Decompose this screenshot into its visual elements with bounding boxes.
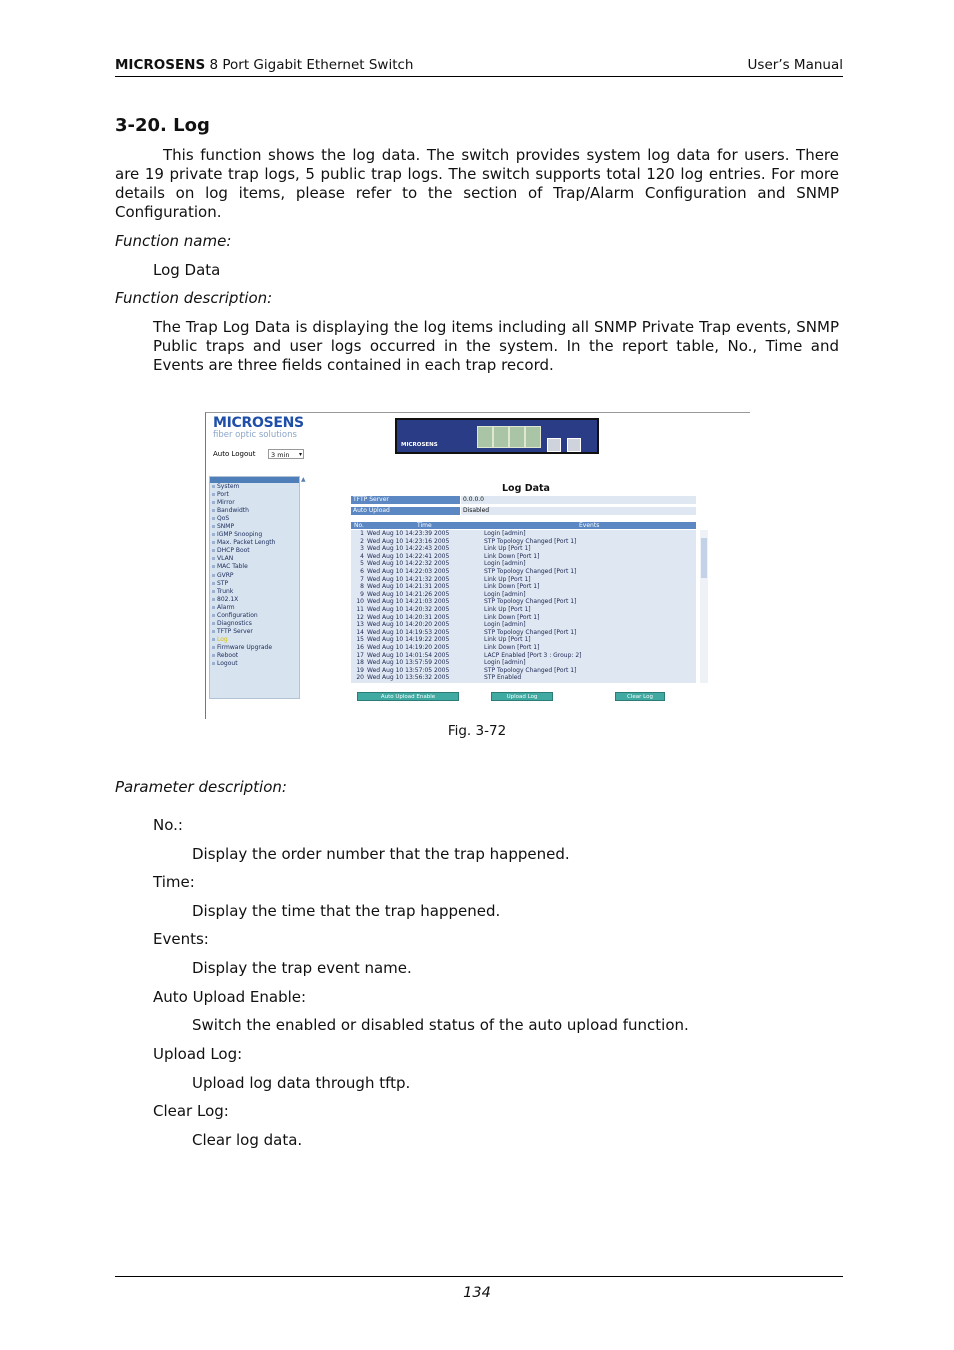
table-row	[351, 636, 696, 644]
header-brand: MICROSENS	[115, 57, 206, 73]
log-event: Link Down [Port 1]	[484, 583, 540, 591]
tftp-server-label: TFTP Server	[351, 496, 460, 504]
header-manual-label: User’s Manual	[747, 57, 843, 73]
log-no: 2	[360, 537, 364, 545]
sidebar-item-mac-table[interactable]: MAC Table	[210, 563, 299, 571]
figure-caption: Fig. 3-72	[447, 723, 507, 739]
log-event: Login [admin]	[484, 590, 526, 598]
sidebar-item-dhcp-boot[interactable]: DHCP Boot	[210, 547, 299, 555]
table-row	[351, 598, 696, 606]
fiber-port-icon	[547, 438, 561, 452]
sidebar-item-tftp-server[interactable]: TFTP Server	[210, 628, 299, 636]
log-no: 8	[360, 583, 364, 591]
table-row	[351, 545, 696, 553]
port-icon	[509, 426, 525, 448]
param-desc-clear-log: Clear log data.	[192, 1131, 303, 1149]
table-row	[351, 667, 696, 675]
table-row	[351, 606, 696, 614]
sidebar-item-snmp[interactable]: SNMP	[210, 523, 299, 531]
log-event: Login [admin]	[484, 560, 526, 568]
sidebar-item-mirror[interactable]: Mirror	[210, 499, 299, 507]
sidebar-item-reboot[interactable]: Reboot	[210, 652, 299, 660]
log-no: 5	[360, 560, 364, 568]
log-no: 18	[356, 659, 364, 667]
sidebar-item-igmp-snooping[interactable]: IGMP Snooping	[210, 531, 299, 539]
header-product: 8 Port Gigabit Ethernet Switch	[205, 57, 414, 73]
log-no: 9	[360, 590, 364, 598]
table-row	[351, 560, 696, 568]
table-row	[351, 591, 696, 599]
parameter-description-label: Parameter description:	[115, 778, 287, 796]
log-event: STP Topology Changed [Port 1]	[484, 628, 577, 636]
log-time: Wed Aug 10 14:01:54 2005	[367, 651, 450, 659]
table-row	[351, 568, 696, 576]
footer-rule	[115, 1276, 843, 1277]
table-row	[351, 659, 696, 667]
sidebar-item-802-1x[interactable]: 802.1X	[210, 596, 299, 604]
table-row	[351, 621, 696, 629]
function-desc-label: Function description:	[115, 289, 273, 307]
log-event: Link Down [Port 1]	[484, 613, 540, 621]
upload-log-button[interactable]: Upload Log	[491, 692, 553, 701]
param-name-upload-log: Upload Log:	[153, 1045, 243, 1063]
sidebar-item-vlan[interactable]: VLAN	[210, 555, 299, 563]
device-brand: MICROSENS	[401, 442, 438, 448]
log-no: 14	[356, 628, 364, 636]
param-name-clear-log: Clear Log:	[153, 1102, 229, 1120]
log-event: Link Up [Port 1]	[484, 575, 531, 583]
auto-upload-row	[351, 507, 696, 515]
port-icon	[525, 426, 541, 448]
log-no: 10	[356, 598, 364, 606]
log-no: 12	[356, 613, 364, 621]
log-time: Wed Aug 10 14:21:31 2005	[367, 583, 450, 591]
auto-logout-label: Auto Logout	[213, 450, 256, 458]
param-desc-auto-upload: Switch the enabled or disabled status of the auto upload function.	[192, 1016, 689, 1034]
log-time: Wed Aug 10 14:22:41 2005	[367, 552, 450, 560]
log-time: Wed Aug 10 14:19:20 2005	[367, 643, 450, 651]
sidebar-item-logout[interactable]: Logout	[210, 660, 299, 668]
function-name-label: Function name:	[115, 232, 232, 250]
log-time: Wed Aug 10 14:23:39 2005	[367, 530, 450, 537]
table-row	[351, 553, 696, 561]
log-no: 19	[356, 666, 364, 674]
sidebar-item-alarm[interactable]: Alarm	[210, 604, 299, 612]
clear-log-button[interactable]: Clear Log	[615, 692, 665, 701]
sidebar-item-max-packet-length[interactable]: Max. Packet Length	[210, 539, 299, 547]
col-time: Time	[417, 522, 432, 529]
menu-scroll-up-icon[interactable]: ▲	[301, 476, 306, 483]
sidebar-item-trunk[interactable]: Trunk	[210, 588, 299, 596]
microsens-logo: MICROSENS	[213, 415, 304, 431]
log-event: Link Up [Port 1]	[484, 605, 531, 613]
page-header	[115, 57, 843, 77]
log-event: STP Topology Changed [Port 1]	[484, 537, 577, 545]
log-no: 20	[356, 674, 364, 682]
log-time: Wed Aug 10 14:22:43 2005	[367, 545, 450, 553]
log-event: Login [admin]	[484, 530, 526, 537]
sidebar-item-port[interactable]: Port	[210, 491, 299, 499]
col-no: No.	[354, 522, 364, 529]
table-row	[351, 583, 696, 591]
log-time: Wed Aug 10 13:57:59 2005	[367, 659, 450, 667]
log-time: Wed Aug 10 13:56:32 2005	[367, 674, 450, 682]
log-no: 17	[356, 651, 364, 659]
log-no: 3	[360, 545, 364, 553]
log-time: Wed Aug 10 14:21:26 2005	[367, 590, 450, 598]
param-desc-time: Display the time that the trap happened.	[192, 902, 501, 920]
sidebar-item-qos[interactable]: QoS	[210, 515, 299, 523]
log-no: 4	[360, 552, 364, 560]
log-event: STP Topology Changed [Port 1]	[484, 666, 577, 674]
intro-paragraph: This function shows the log data. The switch provides system log data for users. There are 19 private trap logs, 5 public trap logs. The switch supports total 120 log entries. For more details on log items, please refer to the section of Trap/Alarm Configuration and SNMP Configuration.	[115, 146, 839, 221]
auto-upload-value: Disabled	[461, 507, 696, 515]
device-panel	[395, 418, 599, 454]
param-desc-events: Display the trap event name.	[192, 959, 412, 977]
log-event: Link Up [Port 1]	[484, 636, 531, 644]
param-name-auto-upload: Auto Upload Enable:	[153, 988, 307, 1006]
log-event: LACP Enabled [Port 3 : Group: 2]	[484, 651, 582, 659]
log-time: Wed Aug 10 14:22:03 2005	[367, 567, 450, 575]
log-time: Wed Aug 10 14:22:32 2005	[367, 560, 450, 568]
log-event: STP Enabled	[484, 674, 522, 682]
auto-upload-enable-button[interactable]: Auto Upload Enable	[357, 692, 459, 701]
log-time: Wed Aug 10 14:21:03 2005	[367, 598, 450, 606]
log-no: 13	[356, 621, 364, 629]
table-row	[351, 576, 696, 584]
auto-logout-select[interactable]	[268, 449, 304, 459]
param-name-time: Time:	[153, 873, 195, 891]
table-row	[351, 674, 696, 682]
param-desc-upload-log: Upload log data through tftp.	[192, 1074, 411, 1092]
col-events: Events	[579, 522, 600, 529]
log-time: Wed Aug 10 14:19:53 2005	[367, 628, 450, 636]
log-table-header	[351, 522, 696, 529]
table-row	[351, 538, 696, 546]
sidebar-item-bandwidth[interactable]: Bandwidth	[210, 507, 299, 515]
scroll-thumb[interactable]	[701, 538, 707, 578]
tftp-server-row	[351, 496, 696, 504]
section-title: 3-20. Log	[115, 115, 210, 136]
log-no: 16	[356, 643, 364, 651]
log-time: Wed Aug 10 14:23:16 2005	[367, 537, 450, 545]
sidebar-item-configuration[interactable]: Configuration	[210, 612, 299, 620]
log-event: Login [admin]	[484, 659, 526, 667]
fiber-port-icon	[567, 438, 581, 452]
log-no: 1	[360, 530, 364, 537]
table-row	[351, 652, 696, 660]
sidebar-item-firmware-upgrade[interactable]: Firmware Upgrade	[210, 644, 299, 652]
log-no: 7	[360, 575, 364, 583]
table-row	[351, 629, 696, 637]
table-row	[351, 644, 696, 652]
log-time: Wed Aug 10 14:20:20 2005	[367, 621, 450, 629]
log-no: 11	[356, 605, 364, 613]
param-desc-no: Display the order number that the trap happened.	[192, 845, 570, 863]
log-event: Login [admin]	[484, 621, 526, 629]
sidebar-item-log[interactable]: Log	[210, 636, 299, 644]
sidebar-item-stp[interactable]: STP	[210, 580, 299, 588]
log-no: 15	[356, 636, 364, 644]
log-event: Link Down [Port 1]	[484, 643, 540, 651]
log-time: Wed Aug 10 14:19:22 2005	[367, 636, 450, 644]
sidebar-item-system[interactable]: System	[210, 483, 299, 491]
sidebar-menu	[209, 476, 300, 699]
chevron-down-icon: ▾	[298, 451, 302, 458]
page-number: 134	[463, 1285, 491, 1301]
port-icon	[493, 426, 509, 448]
sidebar-item-diagnostics[interactable]: Diagnostics	[210, 620, 299, 628]
page-title: Log Data	[502, 483, 550, 494]
log-event: STP Topology Changed [Port 1]	[484, 567, 577, 575]
param-name-events: Events:	[153, 930, 209, 948]
table-row	[351, 614, 696, 622]
table-row	[351, 530, 696, 538]
function-desc: The Trap Log Data is displaying the log items including all SNMP Private Trap events, SNMP Public traps and user logs occurred in the system. In the report table, No., Time and Events are three fields contained in each trap record.	[153, 318, 839, 374]
log-time: Wed Aug 10 14:20:32 2005	[367, 605, 450, 613]
log-data-screenshot	[205, 412, 750, 719]
log-event: Link Down [Port 1]	[484, 552, 540, 560]
tftp-server-value: 0.0.0.0	[461, 496, 696, 504]
log-event: STP Topology Changed [Port 1]	[484, 598, 577, 606]
log-table-body	[351, 530, 696, 683]
logo-tagline: fiber optic solutions	[213, 430, 297, 440]
auto-upload-label: Auto Upload	[351, 507, 460, 515]
log-event: Link Up [Port 1]	[484, 545, 531, 553]
log-scrollbar[interactable]	[700, 530, 708, 683]
log-time: Wed Aug 10 14:21:32 2005	[367, 575, 450, 583]
auto-logout-value: 3 min	[271, 451, 290, 459]
port-icon	[477, 426, 493, 448]
sidebar-item-gvrp[interactable]: GVRP	[210, 572, 299, 580]
log-time: Wed Aug 10 13:57:05 2005	[367, 666, 450, 674]
param-name-no: No.:	[153, 816, 183, 834]
log-no: 6	[360, 567, 364, 575]
log-time: Wed Aug 10 14:20:31 2005	[367, 613, 450, 621]
function-name: Log Data	[153, 261, 221, 279]
